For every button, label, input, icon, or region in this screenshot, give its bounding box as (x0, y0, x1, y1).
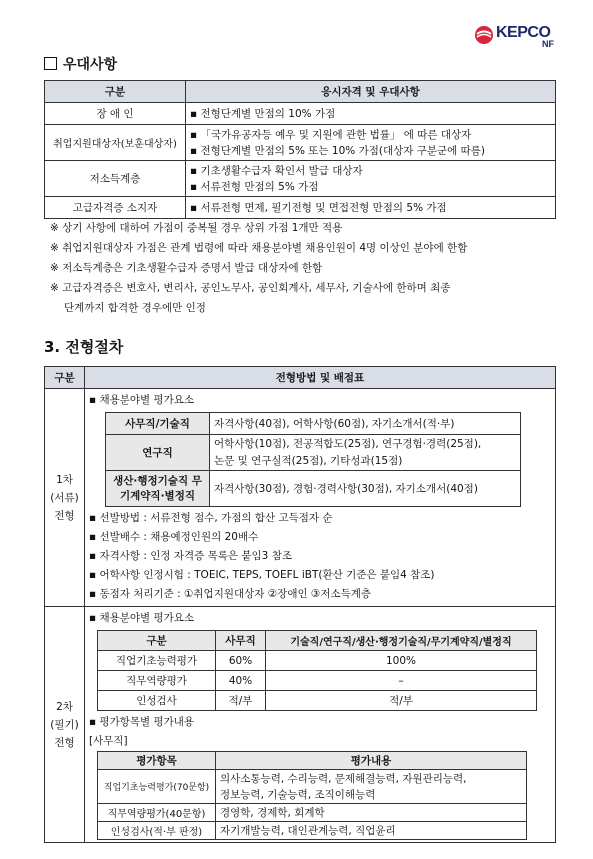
stage2-content-table (97, 751, 527, 840)
eval-field: 연구직 (106, 435, 210, 471)
content-item: 인성검사(적·부 판정) (98, 822, 216, 840)
weights-cell: 40% (216, 671, 266, 691)
weights-cell: 100% (266, 651, 537, 671)
weights-cell: 인성검사 (98, 691, 216, 711)
proc-header-category: 구분 (45, 367, 85, 389)
pref-row-label: 장 애 인 (45, 103, 186, 125)
weights-cell: 적/부 (266, 691, 537, 711)
preferences-table (44, 80, 556, 219)
stage2-weights-table (97, 630, 537, 711)
kepco-logo (474, 22, 564, 50)
pref-header-category: 구분 (45, 81, 186, 103)
stage2-content-sub: [사무직] (89, 735, 128, 747)
stage1-content (85, 389, 556, 607)
weights-cell: 적/부 (216, 691, 266, 711)
weights-cell: 60% (216, 651, 266, 671)
logo-sub: NF (542, 39, 554, 49)
content-item: 직업기초능력평가(70문항) (98, 770, 216, 804)
pref-row-items: ▪ 전형단계별 만점의 10% 가점 (186, 103, 556, 125)
weights-header: 구분 (98, 631, 216, 651)
content-item: 직무역량평가(40문항) (98, 804, 216, 822)
stage1-label: 1차 (서류) 전형 (45, 389, 85, 607)
content-lines: 경영학, 경제학, 회계학 (216, 804, 527, 822)
eval-content: 어학사항(10점), 전공적합도(25점), 연구경험·경력(25점), 논문 및 연구실적(25점), 기타성과(15점) (210, 435, 521, 471)
bullet-language: ▪ 어학사항 인정시험 : TOEIC, TEPS, TOEFL iBT(환산 기준은 붙임4 참조) (89, 569, 435, 581)
bullet-method: ▪ 선발방법 : 서류전형 점수, 가점의 합산 고득점자 순 (89, 512, 333, 524)
pref-row-items: ▪ 기초생활수급자 확인서 발급 대상자 ▪ 서류전형 만점의 5% 가점 (186, 161, 556, 197)
stage2-content-heading: ▪ 평가항목별 평가내용 (89, 716, 195, 728)
bullet-ratio: ▪ 선발배수 : 채용예정인원의 20배수 (89, 531, 259, 543)
section-process-title (44, 336, 123, 357)
weights-cell: 직무역량평가 (98, 671, 216, 691)
eval-field: 생산·행정기술직 무기계약직·별정직 (106, 471, 210, 507)
kepco-emblem-icon (474, 25, 494, 45)
pref-row-label: 고급자격증 소지자 (45, 197, 186, 219)
preferences-notes (50, 218, 560, 318)
eval-field: 사무직/기술직 (106, 413, 210, 435)
proc-header-detail: 전형방법 및 배점표 (85, 367, 556, 389)
pref-row-items: ▪ 서류전형 면제, 필기전형 및 면접전형 만점의 5% 가점 (186, 197, 556, 219)
section-process-title-text: 3. 전형절차 (44, 338, 124, 356)
section-preferences-title-text: 우대사항 (63, 57, 118, 73)
bullet-tiebreak: ▪ 동점자 처리기준 : ①취업지원대상자 ②장애인 ③저소득계층 (89, 588, 372, 600)
stage2-content (85, 607, 556, 843)
logo-name: KEPCO (496, 24, 551, 41)
process-table (44, 366, 556, 843)
note-line: ※ 취업지원대상자 가점은 관계 법령에 따라 채용분야별 채용인원이 4명 이상인 분야에 한함 (50, 242, 468, 254)
content-lines: 의사소통능력, 수리능력, 문제해결능력, 자원관리능력, 정보능력, 기술능력, 조직이해능력 (216, 770, 527, 804)
weights-header: 사무직 (216, 631, 266, 651)
note-line: ※ 저소득계층은 기초생활수급자 증명서 발급 대상자에 한함 (50, 262, 323, 274)
stage1-eval-table (105, 412, 521, 507)
eval-content: 자격사항(30점), 경험·경력사항(30점), 자기소개서(40점) (210, 471, 521, 507)
pref-row-label: 저소득계층 (45, 161, 186, 197)
content-header: 평가내용 (216, 752, 527, 770)
eval-content: 자격사항(40점), 어학사항(60점), 자기소개서(적·부) (210, 413, 521, 435)
stage2-heading: ▪ 채용분야별 평가요소 (89, 612, 195, 624)
stage2-label: 2차 (필기) 전형 (45, 607, 85, 843)
content-header: 평가항목 (98, 752, 216, 770)
stage1-heading: ▪ 채용분야별 평가요소 (89, 394, 195, 406)
stage1-bullets (89, 509, 551, 604)
content-lines: 자기개발능력, 대인관계능력, 직업윤리 (216, 822, 527, 840)
weights-header: 기술직/연구직/생산·행정기술직/무기계약직/별정직 (266, 631, 537, 651)
weights-cell: – (266, 671, 537, 691)
section-preferences-title (44, 54, 117, 74)
note-line: ※ 상기 사항에 대하여 가점이 중복될 경우 상위 가점 1개만 적용 (50, 222, 343, 234)
checkbox-square-icon (44, 57, 57, 70)
pref-row-items: ▪ 「국가유공자등 예우 및 지원에 관한 법률」 에 따른 대상자 ▪ 전형단계별 만점의 5% 또는 10% 가점(대상자 구분군에 따름) (186, 125, 556, 161)
pref-row-label: 취업지원대상자(보훈대상자) (45, 125, 186, 161)
bullet-qualification: ▪ 자격사항 : 인정 자격증 목록은 붙임3 참조 (89, 550, 292, 562)
note-line: ※ 고급자격증은 변호사, 변리사, 공인노무사, 공인회계사, 세무사, 기술사에 한하며 최종 (50, 282, 451, 294)
note-line: 단계까지 합격한 경우에만 인정 (64, 302, 206, 314)
pref-header-detail: 응시자격 및 우대사항 (186, 81, 556, 103)
weights-cell: 직업기초능력평가 (98, 651, 216, 671)
